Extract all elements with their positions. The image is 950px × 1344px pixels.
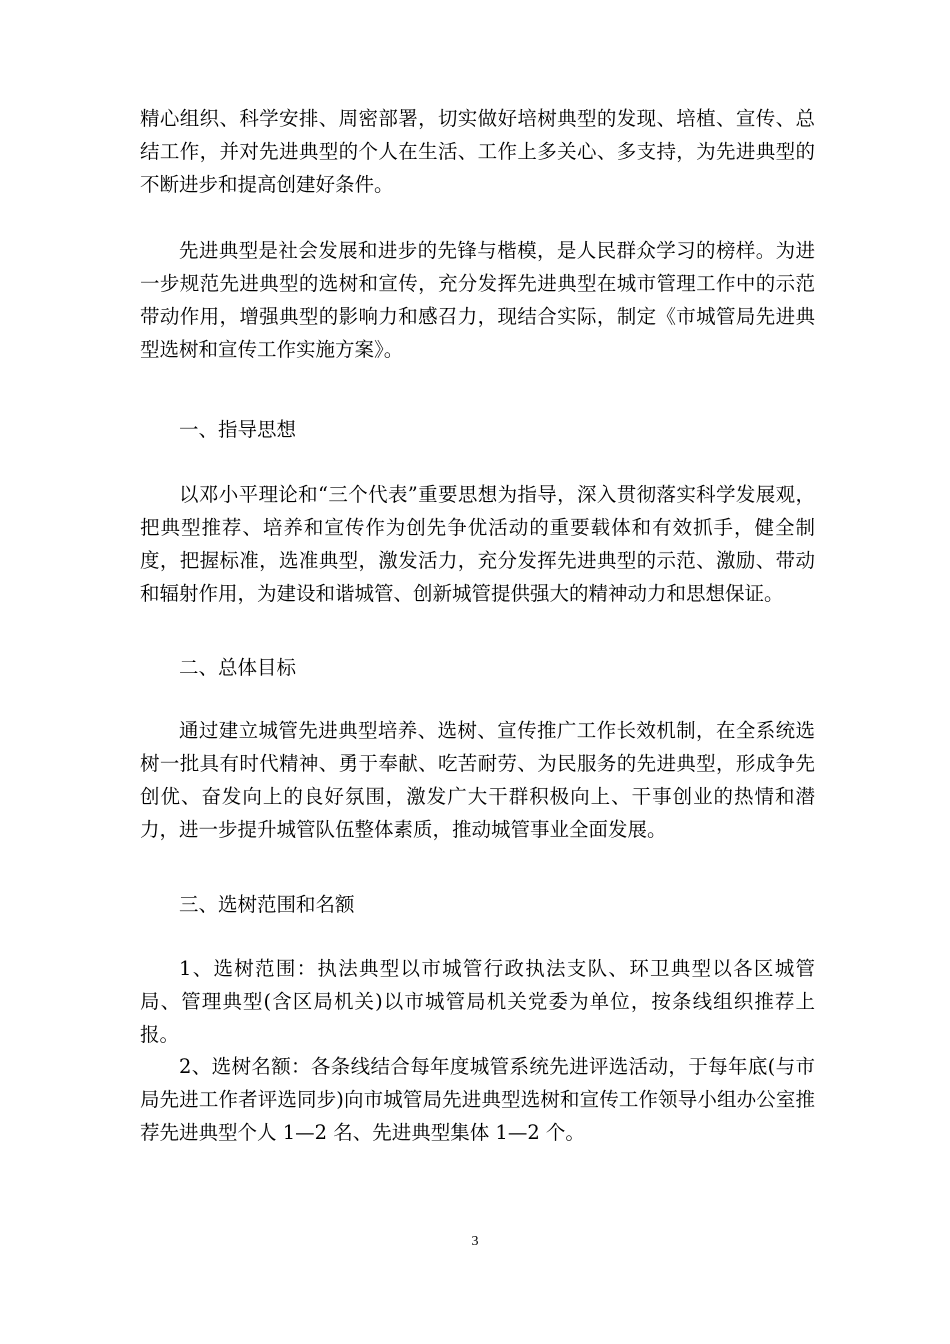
paragraph-selection-quota: 2、选树名额：各条线结合每年度城管系统先进评选活动，于每年底(与市局先进工作者评选同步)向市城管局先进典型选树和宣传工作领导小组办公室推荐先进典型个人 1—2 名、先进典型集体 1—2 个。 xyxy=(140,1055,815,1144)
page-number: 3 xyxy=(471,1234,479,1249)
paragraph-selection-scope: 1、选树范围：执法典型以市城管行政执法支队、环卫典型以各区城管局、管理典型(含区局机关)以市城管局机关党委为单位，按条线组织推荐上报。 xyxy=(140,957,815,1046)
section-heading-scope-quota: 三、选树范围和名额 xyxy=(179,893,355,916)
paragraph-intro: 先进典型是社会发展和进步的先锋与楷模，是人民群众学习的榜样。为进一步规范先进典型的选树和宣传，充分发挥先进典型在城市管理工作中的示范带动作用，增强典型的影响力和感召力，现结合实际，制定《市城管局先进典型选树和宣传工作实施方案》。 xyxy=(140,239,815,361)
paragraph-guiding-ideology: 以邓小平理论和“三个代表”重要思想为指导，深入贯彻落实科学发展观，把典型推荐、培养和宣传作为创先争优活动的重要载体和有效抓手，健全制度，把握标准，选准典型，激发活力，充分发挥先进典型的示范、激励、带动和辐射作用，为建设和谐城管、创新城管提供强大的精神动力和思想保证。 xyxy=(140,483,815,605)
section-heading-guiding-ideology: 一、指导思想 xyxy=(179,418,297,441)
section-heading-overall-goal: 二、总体目标 xyxy=(179,656,297,679)
paragraph-overall-goal: 通过建立城管先进典型培养、选树、宣传推广工作长效机制，在全系统选树一批具有时代精神、勇于奉献、吃苦耐劳、为民服务的先进典型，形成争先创优、奋发向上的良好氛围，激发广大干群积极向上、干事创业的热情和潜力，进一步提升城管队伍整体素质，推动城管事业全面发展。 xyxy=(140,719,815,841)
paragraph-continuation: 精心组织、科学安排、周密部署，切实做好培树典型的发现、培植、宣传、总结工作，并对先进典型的个人在生活、工作上多关心、多支持，为先进典型的不断进步和提高创建好条件。 xyxy=(140,107,815,196)
